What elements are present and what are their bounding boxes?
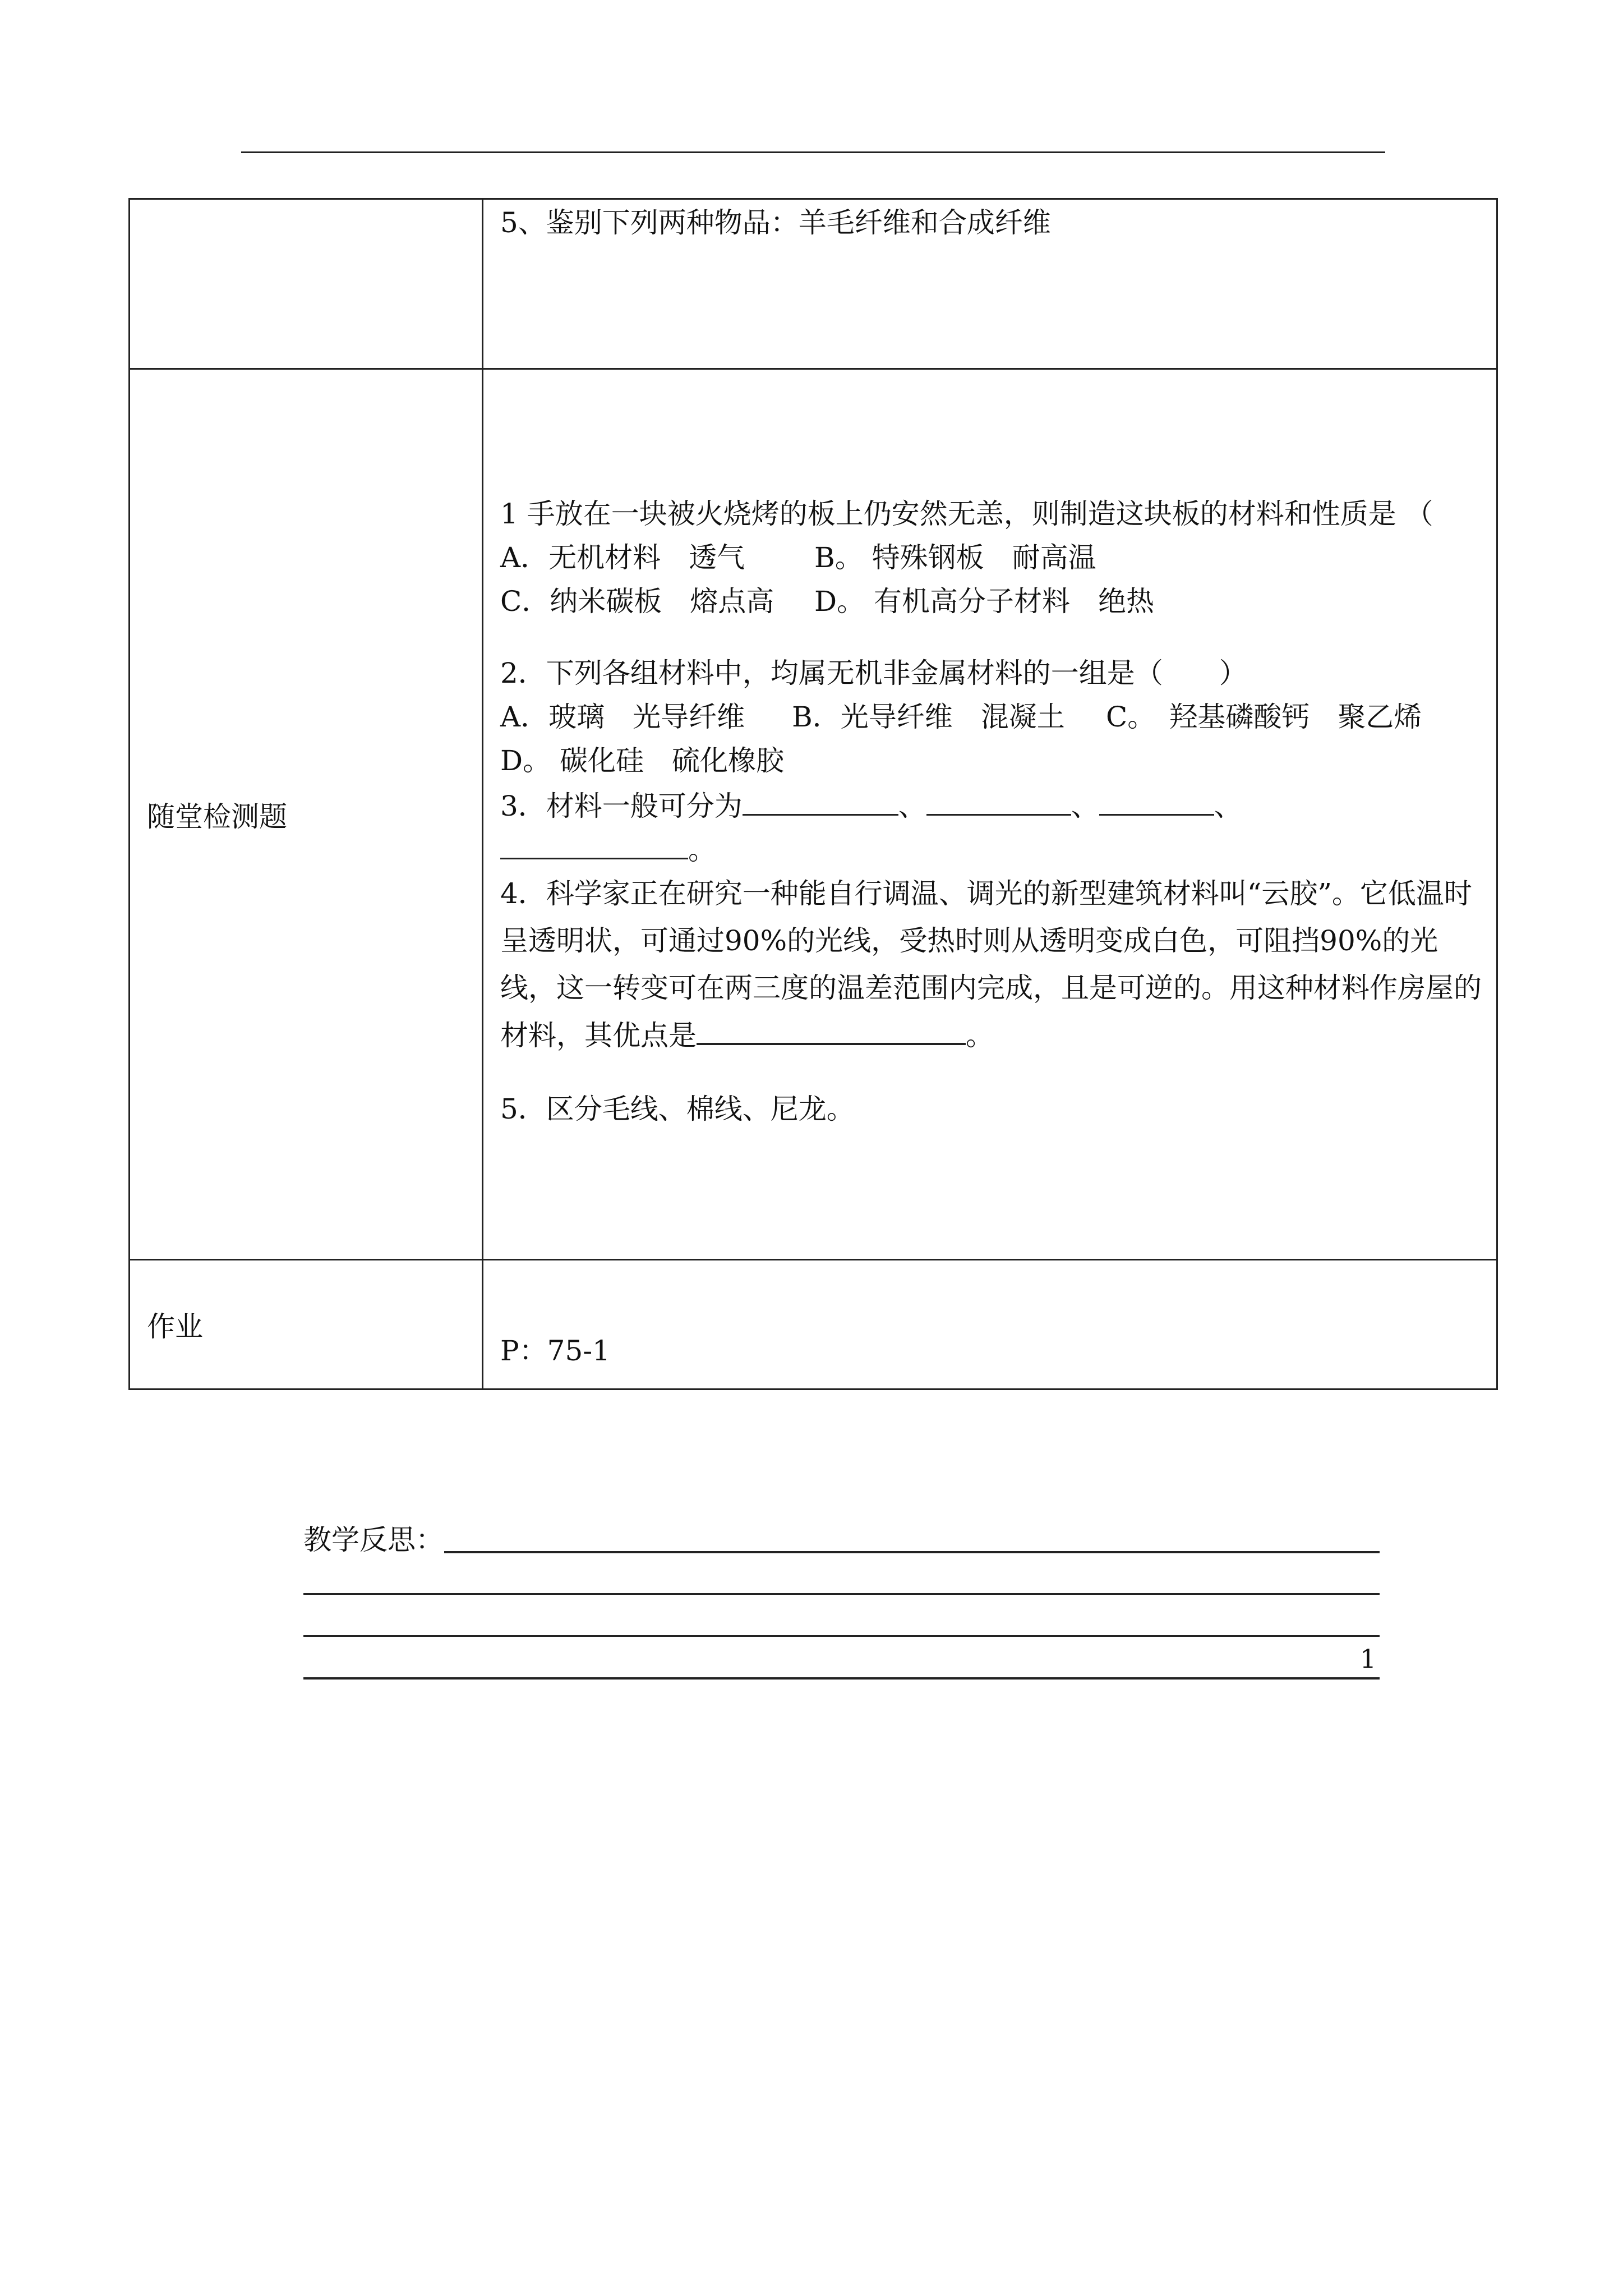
question-2-option-d: D。 碳化硅 硫化橡胶 bbox=[500, 744, 784, 777]
reflection-line[interactable] bbox=[303, 1593, 1380, 1595]
question-1-option-d: D。 有机高分子材料 绝热 bbox=[814, 585, 1154, 618]
question-2-option-b: B．光导纤维 混凝土 bbox=[792, 701, 1065, 733]
question-2-option-a: A．玻璃 光导纤维 bbox=[500, 701, 745, 733]
question-3-continued bbox=[500, 826, 1485, 870]
reflection-line[interactable] bbox=[303, 1635, 1380, 1637]
question-2-stem: 2．下列各组材料中，均属无机非金属材料的一组是（ ） bbox=[500, 657, 1247, 689]
answer-blank[interactable] bbox=[926, 783, 1071, 816]
question-4 bbox=[500, 870, 1485, 1059]
lesson-table bbox=[128, 198, 1498, 1390]
homework-content bbox=[483, 1260, 1497, 1389]
answer-blank[interactable] bbox=[500, 826, 688, 859]
question-1-options-ab bbox=[500, 536, 1485, 579]
question-5: 5．区分毛线、棉线、尼龙。 bbox=[500, 1093, 855, 1125]
question-3-stem: 3．材料一般可分为 bbox=[500, 790, 743, 822]
row-label bbox=[130, 199, 483, 369]
question-1-option-a: A．无机材料 透气 bbox=[500, 541, 745, 574]
question-3 bbox=[500, 783, 1485, 826]
row-label-homework: 作业 bbox=[130, 1260, 483, 1389]
table-row bbox=[130, 1260, 1497, 1389]
quiz-content bbox=[483, 369, 1497, 1260]
question-1-options-cd bbox=[500, 579, 1485, 623]
question-4-end: 。 bbox=[966, 1019, 994, 1052]
question-2-option-c: C。 羟基磷酸钙 聚乙烯 bbox=[1106, 701, 1422, 733]
question-4-text: 4．科学家正在研究一种能自行调温、调光的新型建筑材料叫“云胶”。它低温时呈透明状，可通过90%的光线，受热时则从透明变成白色，可阻挡90%的光线，这一转变可在两三度的温差范围内完成，且是可逆的。用这种材料作房屋的材料，其优点是 bbox=[500, 877, 1482, 1052]
table-row bbox=[130, 369, 1497, 1260]
answer-blank[interactable] bbox=[697, 1011, 966, 1045]
answer-blank[interactable] bbox=[743, 783, 898, 816]
question-1-stem: 1 手放在一块被火烧烤的板上仍安然无恙，则制造这块板的材料和性质是 （ bbox=[500, 498, 1433, 530]
row-label-quiz: 随堂检测题 bbox=[130, 369, 483, 1260]
page-number: 1 bbox=[1359, 1644, 1376, 1674]
table-row bbox=[130, 199, 1497, 369]
question-3-end: 。 bbox=[688, 834, 716, 866]
reflection-line[interactable] bbox=[303, 1677, 1380, 1680]
separator: 、 bbox=[1214, 790, 1242, 822]
question-1-option-b: B。 特殊钢板 耐高温 bbox=[814, 541, 1096, 574]
identify-fibers-item: 5、鉴别下列两种物品：羊毛纤维和合成纤维 bbox=[500, 206, 1051, 239]
reflection-label: 教学反思： bbox=[303, 1524, 444, 1556]
header-rule bbox=[241, 151, 1385, 153]
reflection-line[interactable] bbox=[444, 1551, 1380, 1553]
row-content bbox=[483, 199, 1497, 369]
separator: 、 bbox=[898, 790, 926, 822]
separator: 、 bbox=[1071, 790, 1099, 822]
homework-assignment: P：75-1 bbox=[500, 1335, 610, 1367]
question-2-options-abc bbox=[500, 695, 1485, 739]
answer-blank[interactable] bbox=[1099, 783, 1214, 816]
question-1-option-c: C．纳米碳板 熔点高 bbox=[500, 585, 774, 618]
